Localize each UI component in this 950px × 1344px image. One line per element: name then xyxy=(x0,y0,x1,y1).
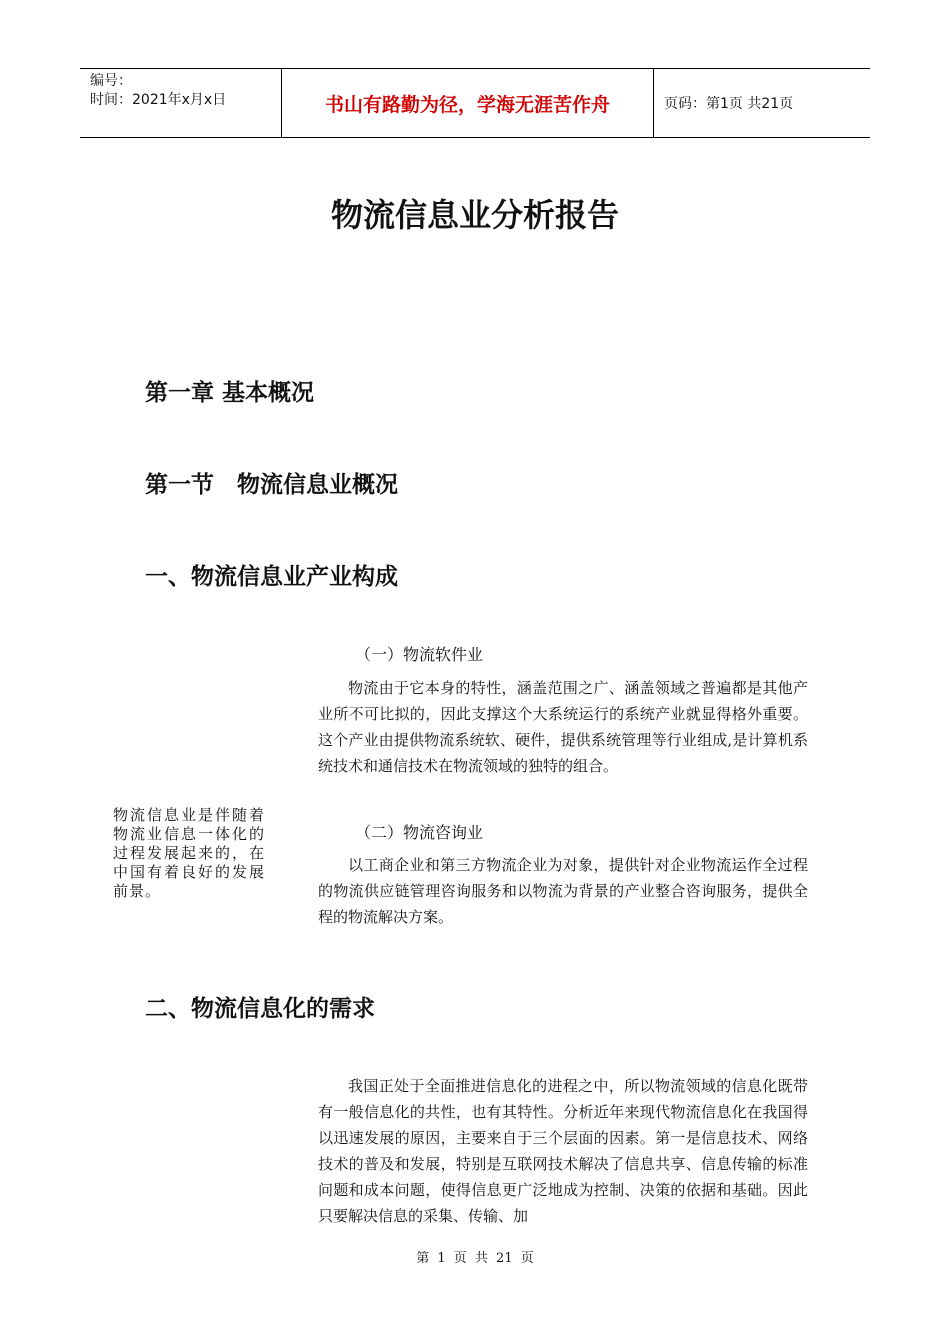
subheading-consulting: （二）物流咨询业 xyxy=(355,823,484,842)
paragraph-consulting: 以工商企业和第三方物流企业为对象，提供针对企业物流运作全过程的物流供应链管理咨询服务和以物流为背景的产业整合咨询服务，提供全程的物流解决方案。 xyxy=(318,856,808,926)
heading-informatization-demand: 二、物流信息化的需求 xyxy=(145,996,375,1022)
page-footer: 第 1 页 共 21 页 xyxy=(416,1251,534,1266)
header-meta-cell xyxy=(80,69,282,137)
number-label: 编号： xyxy=(90,73,132,89)
subheading-software: （一）物流软件业 xyxy=(355,645,484,664)
paragraph-software: 物流由于它本身的特性，涵盖范围之广、涵盖领域之普遍都是其他产业所不可比拟的，因此支撑这个大系统运行的系统产业就显得格外重要。这个产业由提供物流系统软、硬件，提供系统管理等行业组成,是计算机系统技术和通信技术在物流领域的独特的组合。 xyxy=(318,679,808,775)
section-heading: 第一节 物流信息业概况 xyxy=(145,472,398,498)
sidebar-note: 物流信息业是伴随着物流业信息一体化的过程发展起来的，在中国有着良好的发展前景。 xyxy=(113,806,265,900)
paragraph-informatization: 我国正处于全面推进信息化的进程之中，所以物流领域的信息化既带有一般信息化的共性，也有其特性。分析近年来现代物流信息化在我国得以迅速发展的原因，主要来自于三个层面的因素。第一是信息技术、网络技术的普及和发展，特别是互联网技术解决了信息共享、信息传输的标准问题和成本问题，使得信息更广泛地成为控制、决策的依据和基础。因此只要解决信息的采集、传输、加 xyxy=(318,1077,808,1225)
chapter-heading: 第一章 基本概况 xyxy=(145,380,315,406)
document-header xyxy=(80,68,870,138)
document-title: 物流信息业分析报告 xyxy=(330,196,619,234)
header-page-info: 页码：第1页 共21页 xyxy=(664,96,794,112)
time-label: 时间：2021年x月x日 xyxy=(90,92,227,108)
header-motto: 书山有路勤为径，学海无涯苦作舟 xyxy=(282,69,654,137)
heading-industry-structure: 一、物流信息业产业构成 xyxy=(145,564,398,590)
